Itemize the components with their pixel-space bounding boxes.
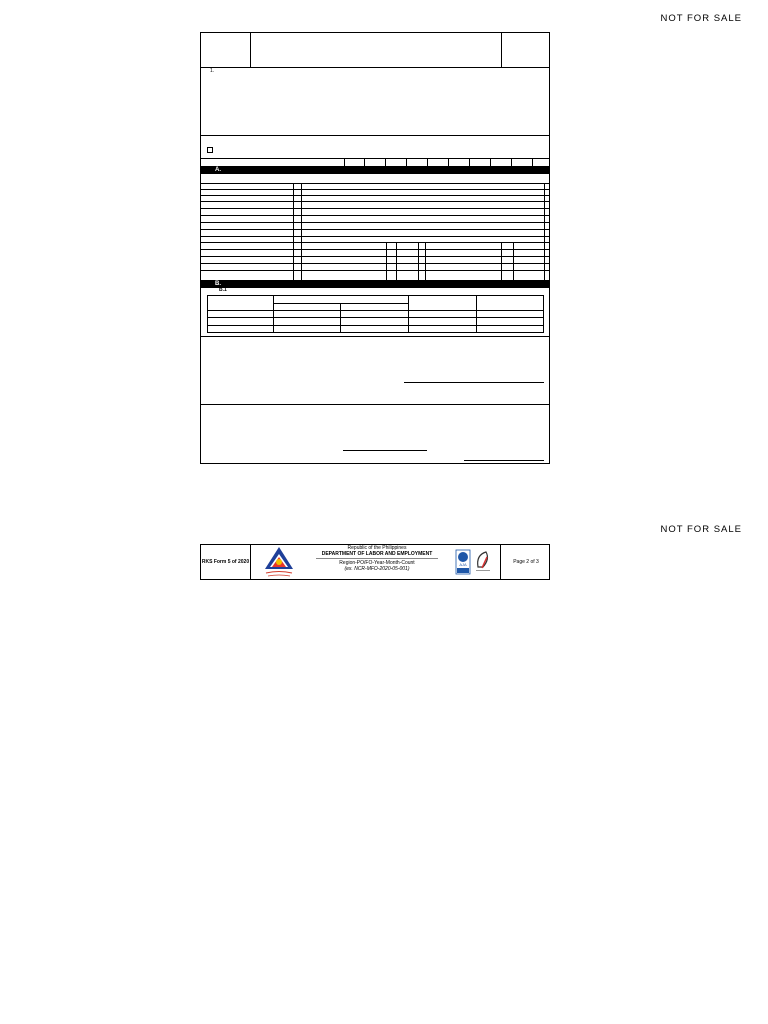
section-a-table [201,174,549,280]
checkbox[interactable] [207,147,213,153]
reference-format: Region-PO/FO-Year-Month-Count [339,560,415,566]
form-page [200,32,550,464]
section-line-3 [201,404,549,405]
cert-text: AJA [459,562,467,567]
header-divider-right [501,33,502,67]
section-line-2 [201,336,549,337]
header-bottom-line [201,67,549,68]
form-footer [200,544,550,580]
form-code: RKS Form 5 of 2020 [201,545,251,579]
republic-text: Republic of the Philippines [347,545,407,551]
section-b1-label: B.1 [219,287,227,293]
aja-certification-icon [455,549,471,575]
footer-separator [316,558,438,559]
signature-line-3[interactable] [464,460,544,461]
section-a-bar: A. [201,166,549,174]
jab-accreditation-icon [474,549,492,575]
footer-center [307,545,447,579]
page-number: Page 2 of 3 [513,559,539,565]
section-line-1 [201,135,549,136]
dole-logo-icon [262,546,296,578]
signature-line-1[interactable] [404,382,544,383]
dole-logo [251,545,307,579]
department-text: DEPARTMENT OF LABOR AND EMPLOYMENT [321,551,433,557]
reference-example: (ex. NCR-MFO-2020-05-001) [344,566,410,572]
item-1-label: 1. [210,68,215,74]
watermark-top: NOT FOR SALE [660,13,742,24]
signature-line-2[interactable] [343,450,427,451]
digit-boxes [344,158,550,166]
certification-badges [447,545,501,579]
header-divider-left [250,33,251,67]
section-b1-table [207,295,544,333]
watermark-bottom: NOT FOR SALE [660,524,742,535]
section-b-bar: B. [201,280,549,288]
